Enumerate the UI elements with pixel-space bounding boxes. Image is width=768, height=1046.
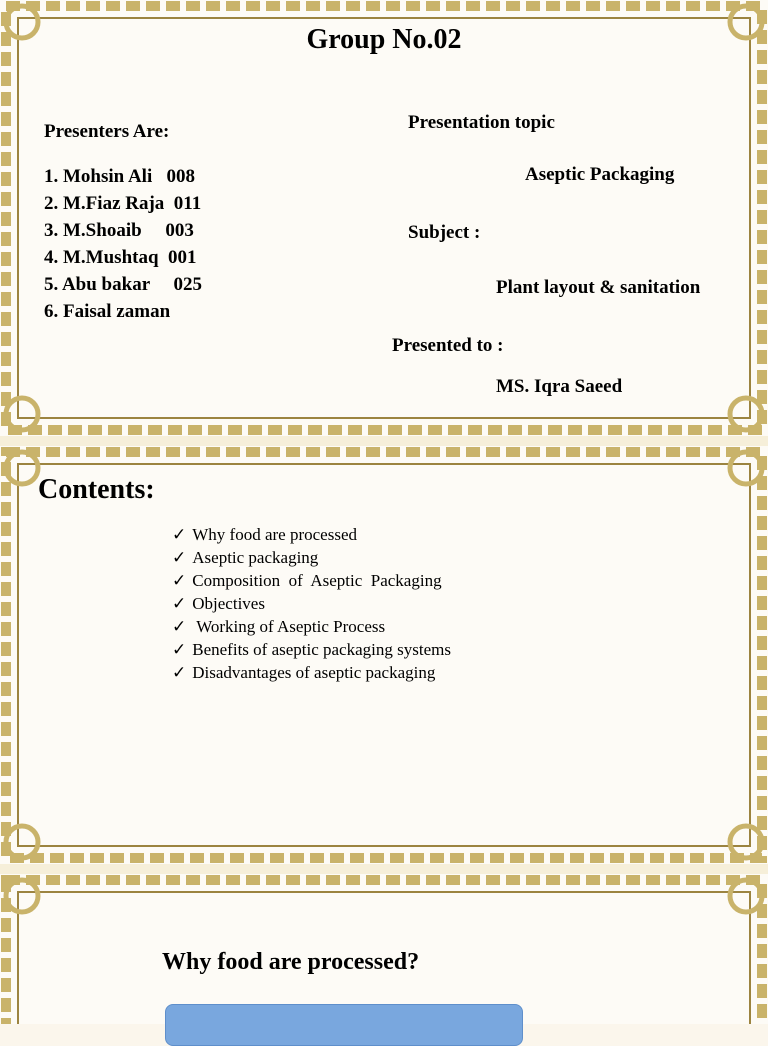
checkmark-icon: ✓ [172, 617, 187, 636]
topic-label: Presentation topic [408, 112, 555, 133]
checkmark-icon: ✓ [172, 548, 187, 567]
presenter-item: 6. Faisal zaman [44, 301, 171, 322]
list-item-label: Why food are processed [192, 525, 357, 544]
presenter-item: 3. M.Shoaib 003 [44, 220, 194, 241]
subject-value: Plant layout & sanitation [496, 277, 701, 298]
list-item [172, 663, 435, 683]
list-item-label: Composition of Aseptic Packaging [192, 571, 442, 590]
contents-heading: Contents: [38, 474, 155, 505]
list-item [172, 594, 265, 614]
presenters-heading: Presenters Are: [44, 121, 170, 142]
slide-3 [0, 874, 768, 1024]
presented-to-value: MS. Iqra Saeed [496, 376, 623, 397]
checkmark-icon: ✓ [172, 525, 187, 544]
list-item [172, 525, 357, 545]
topic-value: Aseptic Packaging [525, 164, 675, 185]
list-item-label: Disadvantages of aseptic packaging [192, 663, 436, 682]
slide-2 [0, 446, 768, 864]
list-item [172, 617, 385, 637]
checkmark-icon: ✓ [172, 594, 187, 613]
checkmark-icon: ✓ [172, 571, 187, 590]
slide-title: Group No.02 [306, 24, 462, 55]
list-item [172, 548, 318, 568]
list-item-label: Aseptic packaging [192, 548, 319, 567]
presenter-item: 4. M.Mushtaq 001 [44, 247, 197, 268]
presented-to-label: Presented to : [392, 335, 504, 356]
list-item [172, 571, 442, 591]
presenter-item: 1. Mohsin Ali 008 [44, 166, 195, 187]
ornamental-frame-icon [0, 0, 768, 436]
list-item-label: Objectives [192, 594, 265, 613]
list-item-label: Benefits of aseptic packaging systems [192, 640, 451, 659]
subject-label: Subject : [408, 222, 481, 243]
checkmark-icon: ✓ [172, 640, 187, 659]
list-item [172, 640, 451, 660]
content-box [165, 1004, 523, 1046]
presenter-item: 5. Abu bakar 025 [44, 274, 203, 295]
list-item-label: Working of Aseptic Process [192, 617, 386, 636]
slide-heading: Why food are processed? [162, 949, 420, 975]
slide-1 [0, 0, 768, 436]
presenter-item: 2. M.Fiaz Raja 011 [44, 193, 202, 214]
checkmark-icon: ✓ [172, 663, 187, 682]
